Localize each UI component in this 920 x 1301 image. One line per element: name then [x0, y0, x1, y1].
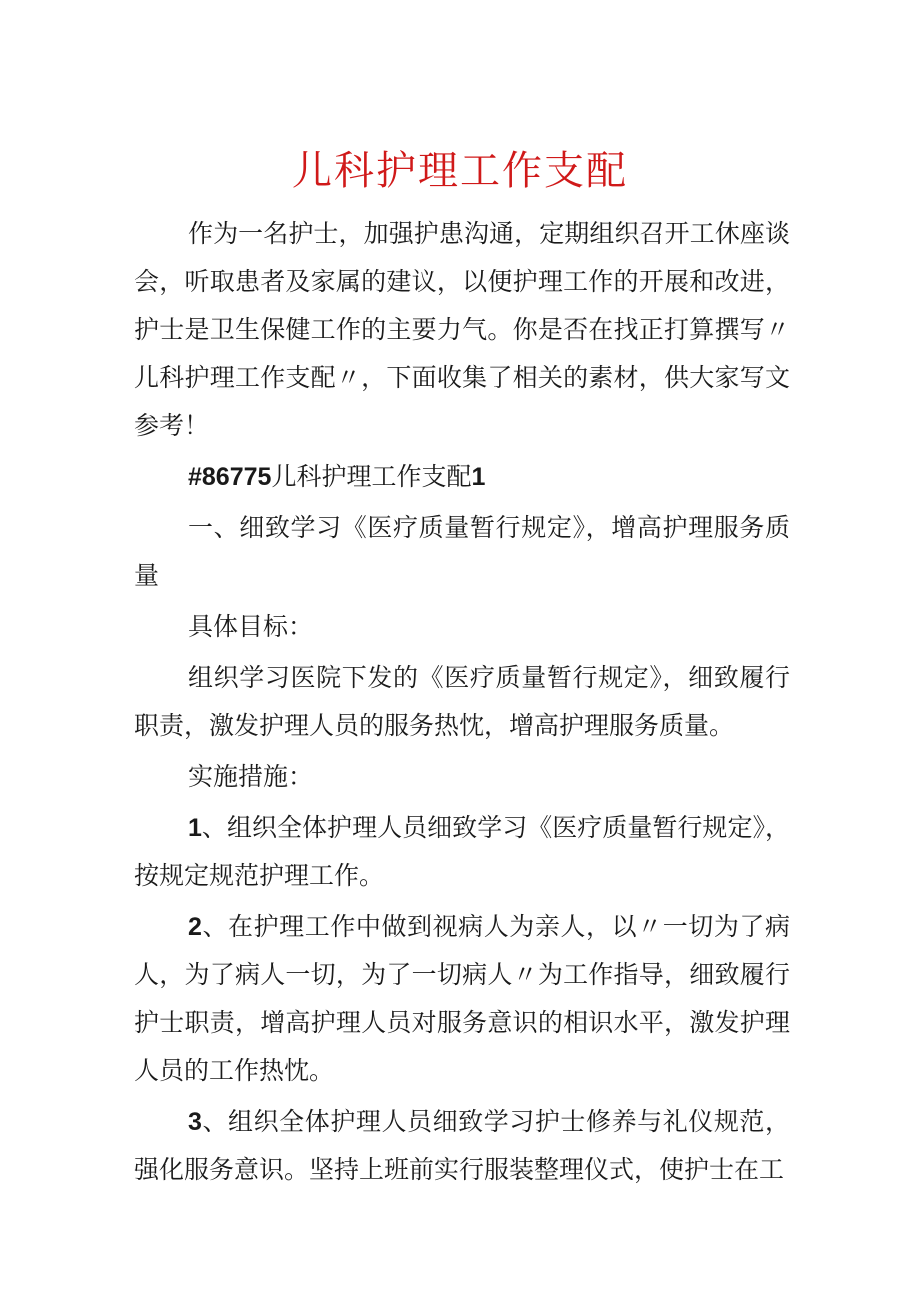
item1-heading: 一、细致学习《医疗质量暂行规定》，增高护理服务质量: [134, 513, 790, 590]
measure-item-2: [134, 903, 790, 1095]
section-number: 1: [471, 463, 486, 491]
measure-item-3: [134, 1098, 790, 1194]
measures-label: 实施措施：: [188, 762, 314, 791]
measure-number: 3: [188, 1108, 202, 1136]
document-title: 儿科护理工作支配: [292, 148, 628, 194]
section-title: 儿科护理工作支配: [271, 462, 472, 491]
goal-text: 组织学习医院下发的《医疗质量暂行规定》，细致履行职责，激发护理人员的服务热忱，增高护理服务质量。: [134, 663, 790, 740]
measure-item-1: [134, 804, 790, 900]
section-code: #86775: [188, 463, 272, 491]
measure-text: 、组织全体护理人员细致学习护士修养与礼仪规范，强化服务意识。坚持上班前实行服装整理仪式，使护士在工: [134, 1107, 790, 1184]
measure-number: 2: [188, 913, 202, 941]
measure-text: 、组织全体护理人员细致学习《医疗质量暂行规定》，按规定规范护理工作。: [134, 813, 790, 890]
section-heading: [134, 453, 790, 501]
intro-paragraph: 作为一名护士，加强护患沟通，定期组织召开工休座谈会，听取患者及家属的建议，以便护理工作的开展和改进，护士是卫生保健工作的主要力气。你是否在找正打算撰写〃儿科护理工作支配〃，下面收集了相关的素材，供大家写文参考！: [134, 219, 790, 440]
document-body: [134, 210, 790, 1197]
goal-label: 具体目标：: [188, 612, 314, 641]
measure-number: 1: [188, 814, 202, 842]
measure-text: 、在护理工作中做到视病人为亲人，以〃一切为了病人，为了病人一切，为了一切病人〃为工作指导，细致履行护士职责，增高护理人员对服务意识的相识水平，激发护理人员的工作热忱。: [134, 912, 790, 1085]
